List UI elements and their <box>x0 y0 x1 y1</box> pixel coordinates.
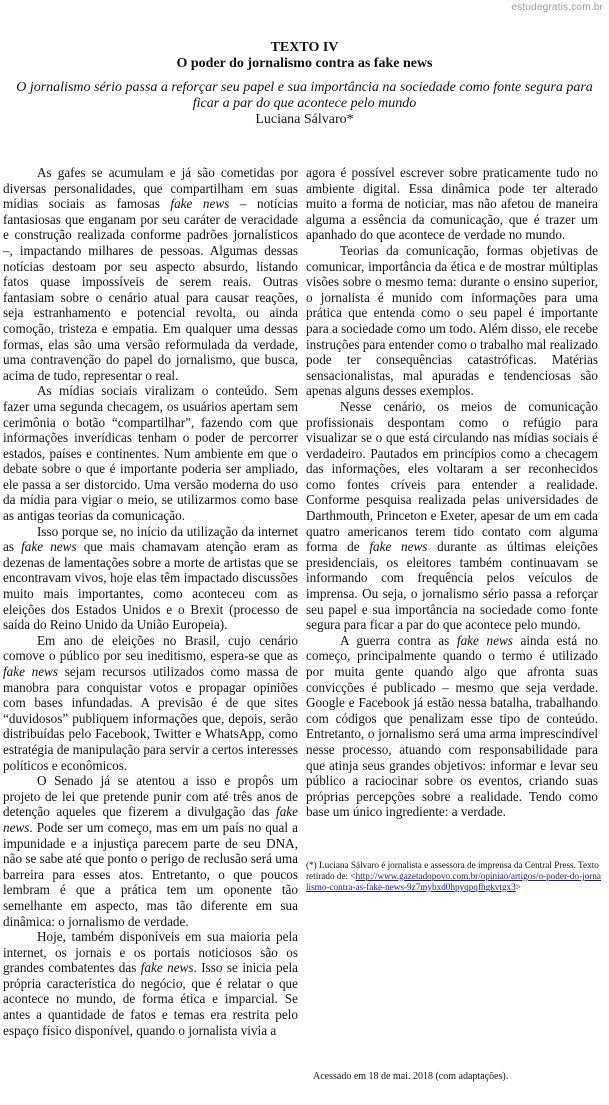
paragraph-continuation: agora é possível escrever sobre praticamente tudo no ambiente digital. Essa dinâmica pode ter alterado muito a forma de noticiar, mas não afetou de maneira alguma a essência da comunicação, que é trazer um apanhado do que acontece de verdade no mundo. <box>306 165 598 243</box>
paragraph: Em ano de eleições no Brasil, cujo cenário comove o público por seu ineditismo, espera-se que as fake news sejam recursos utilizados como massa de manobra para conquistar votos e propagar opiniões com bases infundadas. A previsão é de que sites “duvidosos” publiquem informações que, depois, serão distribuídas pelo Facebook, Twitter e WhatsApp, como estratégia de manipulação para servir a certos interesses políticos e econômicos. <box>3 632 298 773</box>
paragraph: O Senado já se atentou a isso e propôs um projeto de lei que pretende punir com até três anos de detenção aqueles que fizerem a divulgação das fake news. Pode ser um começo, mas em um país no qual a impunidade e a injustiça parecem parte de seu DNA, não se sabe até que ponto o perigo de reclusão será uma barreira para esses atos. Entretanto, o que poucos lembram é que a prática tem um oponente tão semelhante em aspecto, mas tão diferente em sua dinâmica: o jornalismo de verdade. <box>3 773 298 929</box>
article-author: Luciana Sálvaro* <box>255 112 354 127</box>
paragraph: Hoje, também disponíveis em sua maioria pela internet, os jornais e os portais noticiosos são os grandes combatentes das fake news. Isso se inicia pela própria característica do negócio, que é relatar o que acontece no mundo, de forma ética e imparcial. Se antes a quantidade de fatos e temas era restrita pelo espaço físico disponível, quando o jornalista vivia a <box>3 929 298 1038</box>
article-lead: O jornalismo sério passa a reforçar seu papel e sua importância na sociedade como fonte segura para ficar a par do que acontece pelo mundo <box>16 80 593 111</box>
source-link[interactable]: http://www.gazetadopovo.com.br/opiniao/artigos/o-poder-do-jornalismo-contra-as-fake-news-9z7mybxd0hpyqpqfhgkvtgx3 <box>306 871 602 892</box>
access-date: Acessado em 18 de mai. 2018 (com adaptações). <box>313 1071 509 1082</box>
footnote-text: (*) Luciana Sálvaro é jornalista e assessora de imprensa da Central Press. Texto retirado de: <box>306 860 599 881</box>
article-headline: O poder do jornalismo contra as fake news <box>176 56 433 71</box>
paragraph: As gafes se acumulam e já são cometidas por diversas personalidades, que compartilham em suas mídias sociais as famosas fake news – notícias fantasiosas que enganam por seu caráter de veracidade e construção realizada conforme padrões jornalísticos –, impactando milhares de pessoas. Algumas dessas notícias destoam por seu aspecto absurdo, listando fatos quase impossíveis de serem reais. Outras fantasiam sobre o cenário atual para causar reações, seja estranhamento e potencial revolta, ou ainda comoção, tristeza e empatia. Em qualquer uma dessas formas, elas são uma versão reformulada da verdade, uma contravenção do papel do jornalismo, que busca, acima de tudo, representar o real. <box>3 165 298 383</box>
site-watermark: estudegratis.com.br <box>511 2 603 13</box>
author-footnote: (*) Luciana Sálvaro é jornalista e assessora de imprensa da Central Press. Texto retirado de: <http://www.gazetadopovo.com.br/opiniao/artigos/o-poder-do-jornalismo-contra-as-fake-news-9z7mybxd0hpyqpqfhgkvtgx3> <box>306 860 602 892</box>
article-header <box>0 40 609 128</box>
right-column <box>306 165 598 820</box>
left-column <box>3 165 298 1038</box>
paragraph: Teorias da comunicação, formas objetivas de comunicar, importância da ética e de mostrar múltiplas visões sobre o mesmo tema: durante o ensino superior, o jornalista é munido com informações para uma prática que entenda como o seu papel é importante para a sociedade como um todo. Além disso, ele recebe instruções para entender como o trabalho mal realizado pode ter consequências catastróficas. Matérias sensacionalistas, mal apuradas e tendenciosas são apenas alguns desses exemplos. <box>306 242 598 399</box>
paragraph: A guerra contra as fake news ainda está no começo, principalmente quando o termo é utilizado por muita gente quando algo que afronta suas convicções é publicado – mesmo que seja verdade. Google e Facebook já estão nessa batalha, trabalhando com códigos que penalizam esse tipo de conteúdo. Entretanto, o jornalismo será uma arma imprescindível nesse processo, atuando com responsabilidade para que atinja seus grandes objetivos: informar e levar seu público a raciocinar sobre os eventos, criando suas próprias percepções sobre a realidade. Tendo como base um único ingrediente: a verdade. <box>306 632 598 820</box>
paragraph: Nesse cenário, os meios de comunicação profissionais despontam como o refúgio para visualizar se o que está circulando nas mídias sociais é verdadeiro. Pautados em princípios como a checagem das informações, eles voltaram a ser reconhecidos como fontes críveis para entender a realidade. Conforme pesquisa realizada pelas universidades de Darthmouth, Princeton e Exeter, apesar de um em cada quatro americanos terem tido contato com alguma forma de fake news durante as últimas eleições presidenciais, os eleitores também continuavam se informando com frequência pelos veículos de imprensa. Ou seja, o jornalismo sério passa a reforçar seu papel e sua importância na sociedade como fonte segura para ficar a par do que acontece pelo mundo. <box>306 398 599 633</box>
text-title: TEXTO IV <box>270 40 339 55</box>
paragraph: As mídias sociais viralizam o conteúdo. Sem fazer uma segunda checagem, os usuários apertam sem cerimônia o botão “compartilhar”, fazendo com que informações inverídicas tenham o poder de percorrer estados, países e continentes. Num ambiente em que o debate sobre o que é importante poderia ser ampliado, ele passa a ser distorcido. Uma versão moderna do uso da mídia para vigiar o meio, se utilizarmos como base as antigas teorias da comunicação. <box>3 383 298 524</box>
paragraph: Isso porque se, no início da utilização da internet as fake news que mais chamavam atenção eram as dezenas de lamentações sobre a morte de artistas que se encontravam vivos, hoje elas têm impactado discussões muito mais importantes, como aconteceu com as eleições dos Estados Unidos e o Brexit (processo de saída do Reino Unido da União Europeia). <box>3 523 298 633</box>
